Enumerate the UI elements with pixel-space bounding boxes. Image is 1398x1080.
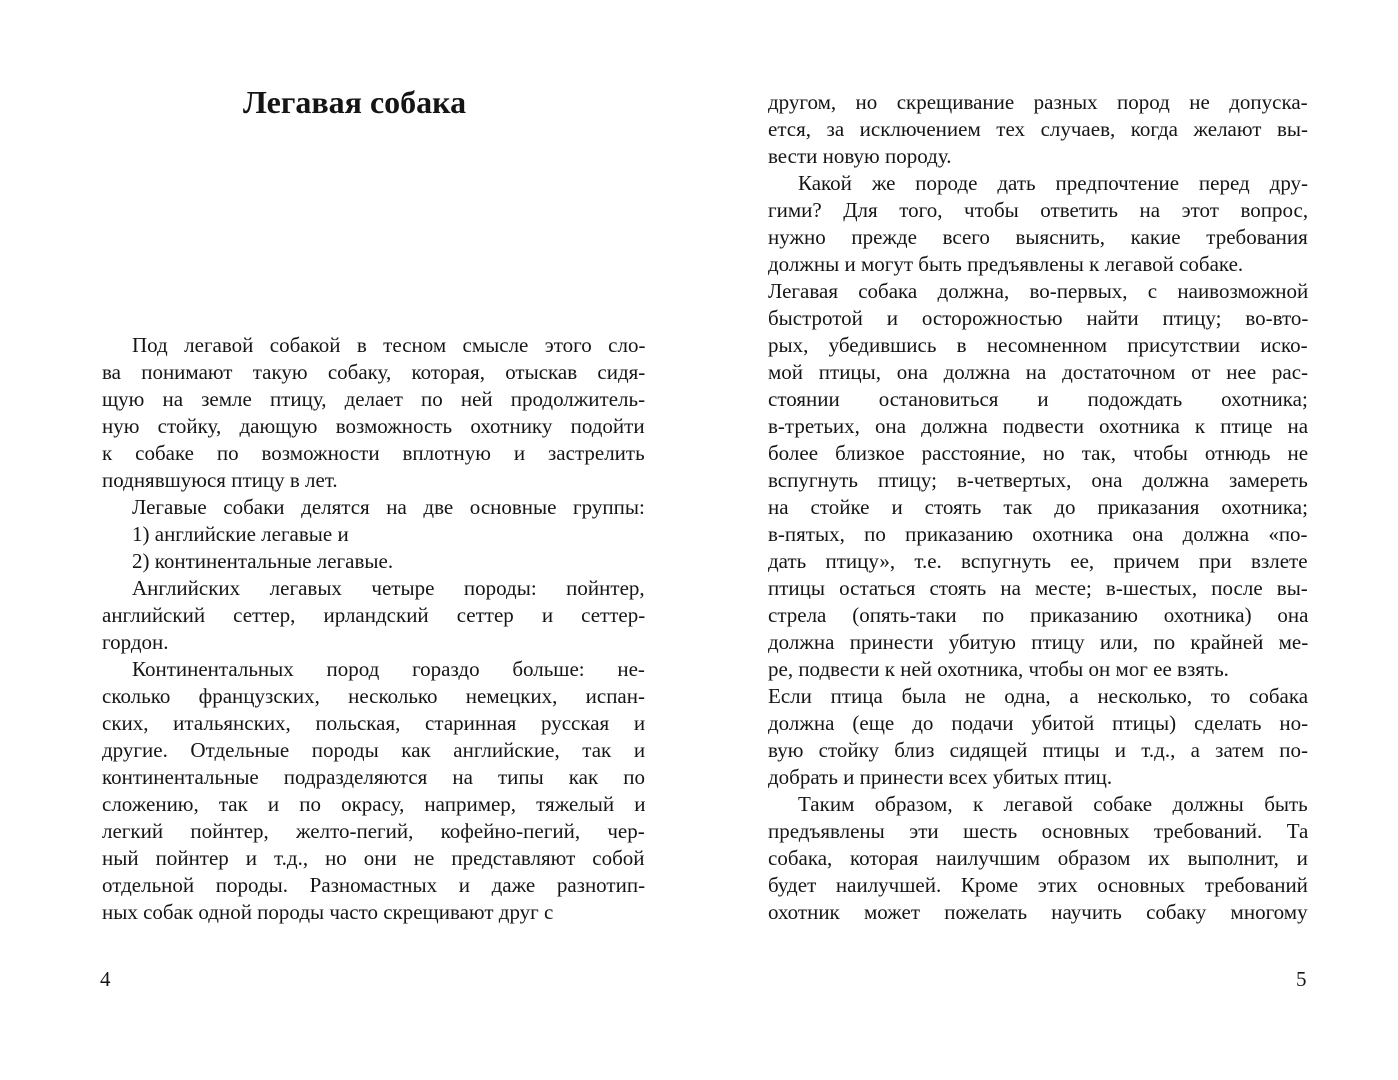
text-line: Какой же породе дать предпочтение перед дру- [798,171,1309,195]
page-number-left: 4 [100,967,111,991]
text-line: ный пойнтер и т.д., но они не представляют собой [102,846,645,870]
text-line: быстротой и осторожностью найти птицу; во-вто- [768,306,1309,330]
text-line: Континентальных пород гораздо больше: не- [132,657,645,681]
text-line: другом, но скрещивание разных пород не допуска- [768,90,1308,114]
text-line: к собаке по возможности вплотную и застрелить [102,441,645,465]
text-line: будет наилучшей. Кроме этих основных требований [768,873,1308,897]
text-line: ва понимают такую собаку, которая, отыскав сидя- [102,360,646,384]
chapter-title: Легавая собака [243,84,467,120]
text-line: другие. Отдельные породы как английские, так и [102,738,646,762]
page-number-right: 5 [1296,967,1307,991]
text-line: стрела (опять-таки по приказанию охотника) она [768,603,1309,627]
text-line: поднявшуюся птицу в лет. [102,468,338,492]
text-line: более близкое расстояние, но так, чтобы отнюдь не [768,441,1309,465]
text-line: ре, подвести к ней охотника, чтобы он мог ее взять. [768,657,1229,681]
text-line: Легавая собака должна, во-первых, с наивозможной [768,279,1309,303]
text-line: легкий пойнтер, желто-пегий, кофейно-пегий, чер- [102,819,645,843]
text-line: ных собак одной породы часто скрещивают друг с [102,900,554,924]
text-line: собака, которая наилучшим образом их выполнит, и [768,846,1308,870]
text-line: ную стойку, дающую возможность охотнику подойти [102,414,645,438]
text-line: охотник может пожелать научить собаку многому [768,900,1308,924]
text-line: ется, за исключением тех случаев, когда желают вы- [768,117,1309,141]
text-line: Легавые собаки делятся на две основные группы: [132,495,645,519]
text-line: на стойке и стоять так до приказания охотника; [768,495,1308,519]
text-line: дать птицу», т.е. вспугнуть ее, причем при взлете [768,549,1308,573]
text-line: вспугнуть птицу; в-четвертых, она должна замереть [768,468,1308,492]
text-line: вую стойку близ сидящей птицы и т.д., а затем по- [768,738,1308,762]
text-line: 1) английские легавые и [132,522,349,546]
text-line: гими? Для того, чтобы ответить на этот вопрос, [768,198,1309,222]
text-line: английский сеттер, ирландский сеттер и сеттер- [102,603,646,627]
text-line: мой птицы, она должна на достаточном от нее рас- [768,360,1309,384]
text-line: Если птица была не одна, а несколько, то собака [768,684,1309,708]
text-line: стоянии остановиться и подождать охотника; [768,387,1308,411]
text-line: добрать и принести всех убитых птиц. [768,765,1113,789]
text-line: рых, убедившись в несомненном присутствии иско- [768,333,1308,357]
text-line: должны и могут быть предъявлены к легавой собаке. [768,252,1244,276]
text-line: отдельной породы. Разномастных и даже разнотип- [102,873,646,897]
right-page [699,0,1398,1080]
text-line: в-пятых, по приказанию охотника она должна «по- [768,522,1308,546]
text-line: щую на земле птицу, делает по ней продолжитель- [102,387,646,411]
text-line: нужно прежде всего выяснить, какие требования [768,225,1308,249]
text-line: 2) континентальные легавые. [132,549,394,573]
text-line: Английских легавых четыре породы: пойнтер, [132,576,645,600]
text-line: гордон. [102,630,169,654]
text-line: в-третьих, она должна подвести охотника к птице на [768,414,1309,438]
text-line: сколько французских, несколько немецких, испан- [102,684,645,708]
text-line: Под легавой собакой в тесном смысле этого сло- [132,333,646,357]
text-line: предъявлены эти шесть основных требований. Та [768,819,1309,843]
text-line: Таким образом, к легавой собаке должны быть [798,792,1308,816]
text-line: птицы остаться стоять на месте; в-шестых, после вы- [768,576,1308,600]
text-line: вести новую породу. [768,144,952,168]
text-line: должна принести убитую птицу или, по крайней ме- [768,630,1309,654]
text-line: континентальные подразделяются на типы как по [102,765,645,789]
text-line: должна (еще до подачи убитой птицы) сделать но- [768,711,1309,735]
text-line: ских, итальянских, польская, старинная русская и [102,711,646,735]
text-line: сложению, так и по окрасу, например, тяжелый и [102,792,646,816]
